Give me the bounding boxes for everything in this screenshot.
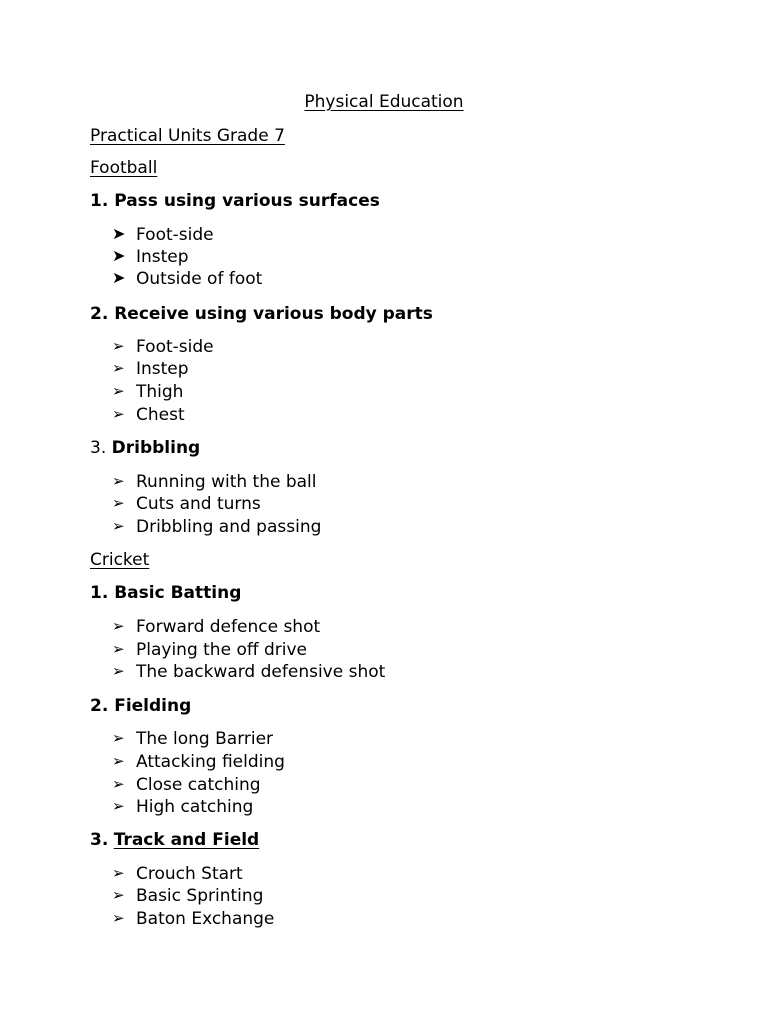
arrow-bullet-icon: ➢ <box>112 405 125 423</box>
list-item <box>112 492 261 515</box>
football-heading: Football <box>90 158 158 178</box>
arrow-bullet-icon: ➢ <box>112 662 125 680</box>
list-item-label: Crouch Start <box>136 864 243 884</box>
arrow-bullet-icon: ➢ <box>112 909 125 927</box>
list-item <box>112 267 262 290</box>
arrow-bullet-icon: ➢ <box>112 775 125 793</box>
arrow-bullet-icon: ➢ <box>112 886 125 904</box>
section-title: Dribbling <box>111 438 201 458</box>
list-item-label: Chest <box>136 405 185 425</box>
list-item-label: Outside of foot <box>136 269 263 289</box>
dribbling-heading <box>90 437 200 459</box>
arrow-bullet-icon: ➢ <box>112 382 125 400</box>
list-item <box>112 795 253 818</box>
list-item-label: Foot-side <box>136 225 214 245</box>
list-item <box>112 245 189 268</box>
arrow-bullet-icon: ➢ <box>112 359 125 377</box>
list-item <box>112 660 385 683</box>
list-item <box>112 638 307 661</box>
list-item-label: The backward defensive shot <box>136 662 386 682</box>
list-item <box>112 403 185 426</box>
list-item <box>112 862 243 885</box>
page-title: Physical Education <box>304 92 464 112</box>
arrow-bullet-icon: ➢ <box>112 752 125 770</box>
list-item-label: Foot-side <box>136 337 214 357</box>
section-title: Track and Field <box>113 830 260 850</box>
list-item-label: Forward defence shot <box>136 617 321 637</box>
list-item-label: Thigh <box>136 382 184 402</box>
list-item <box>112 750 285 773</box>
track-heading <box>90 829 259 851</box>
list-item-label: Instep <box>136 247 189 267</box>
batting-heading: 1. Basic Batting <box>90 583 242 603</box>
list-item-label: Dribbling and passing <box>136 517 322 537</box>
list-item <box>112 335 214 358</box>
list-item <box>112 357 189 380</box>
list-item <box>112 727 273 750</box>
arrow-bullet-icon: ➢ <box>112 494 125 512</box>
arrow-bullet-icon: ➢ <box>112 797 125 815</box>
pass-heading: 1. Pass using various surfaces <box>90 191 380 211</box>
arrow-bullet-icon: ➤ <box>112 268 126 287</box>
fielding-heading: 2. Fielding <box>90 696 192 716</box>
list-item <box>112 907 274 930</box>
section-number: 3. <box>90 438 107 458</box>
arrow-bullet-icon: ➢ <box>112 864 125 882</box>
list-item-label: Cuts and turns <box>136 494 261 514</box>
list-item <box>112 470 317 493</box>
list-item-label: Running with the ball <box>136 472 317 492</box>
list-item-label: High catching <box>136 797 254 817</box>
list-item-label: The long Barrier <box>136 729 274 749</box>
arrow-bullet-icon: ➢ <box>112 337 125 355</box>
list-item-label: Basic Sprinting <box>136 886 264 906</box>
section-number: 3. <box>90 830 109 850</box>
list-item <box>112 884 263 907</box>
arrow-bullet-icon: ➢ <box>112 617 125 635</box>
arrow-bullet-icon: ➤ <box>112 224 126 243</box>
arrow-bullet-icon: ➢ <box>112 729 125 747</box>
arrow-bullet-icon: ➤ <box>112 246 126 265</box>
list-item <box>112 380 183 403</box>
list-item-label: Baton Exchange <box>136 909 275 929</box>
list-item <box>112 515 321 538</box>
list-item-label: Close catching <box>136 775 261 795</box>
receive-heading: 2. Receive using various body parts <box>90 304 433 324</box>
cricket-heading: Cricket <box>90 550 150 570</box>
arrow-bullet-icon: ➢ <box>112 517 125 535</box>
arrow-bullet-icon: ➢ <box>112 640 125 658</box>
list-item <box>112 773 261 796</box>
list-item-label: Attacking fielding <box>136 752 285 772</box>
list-item-label: Playing the off drive <box>136 640 307 660</box>
arrow-bullet-icon: ➢ <box>112 472 125 490</box>
list-item <box>112 615 320 638</box>
list-item <box>112 223 214 246</box>
list-item-label: Instep <box>136 359 189 379</box>
subtitle: Practical Units Grade 7 <box>90 126 285 146</box>
